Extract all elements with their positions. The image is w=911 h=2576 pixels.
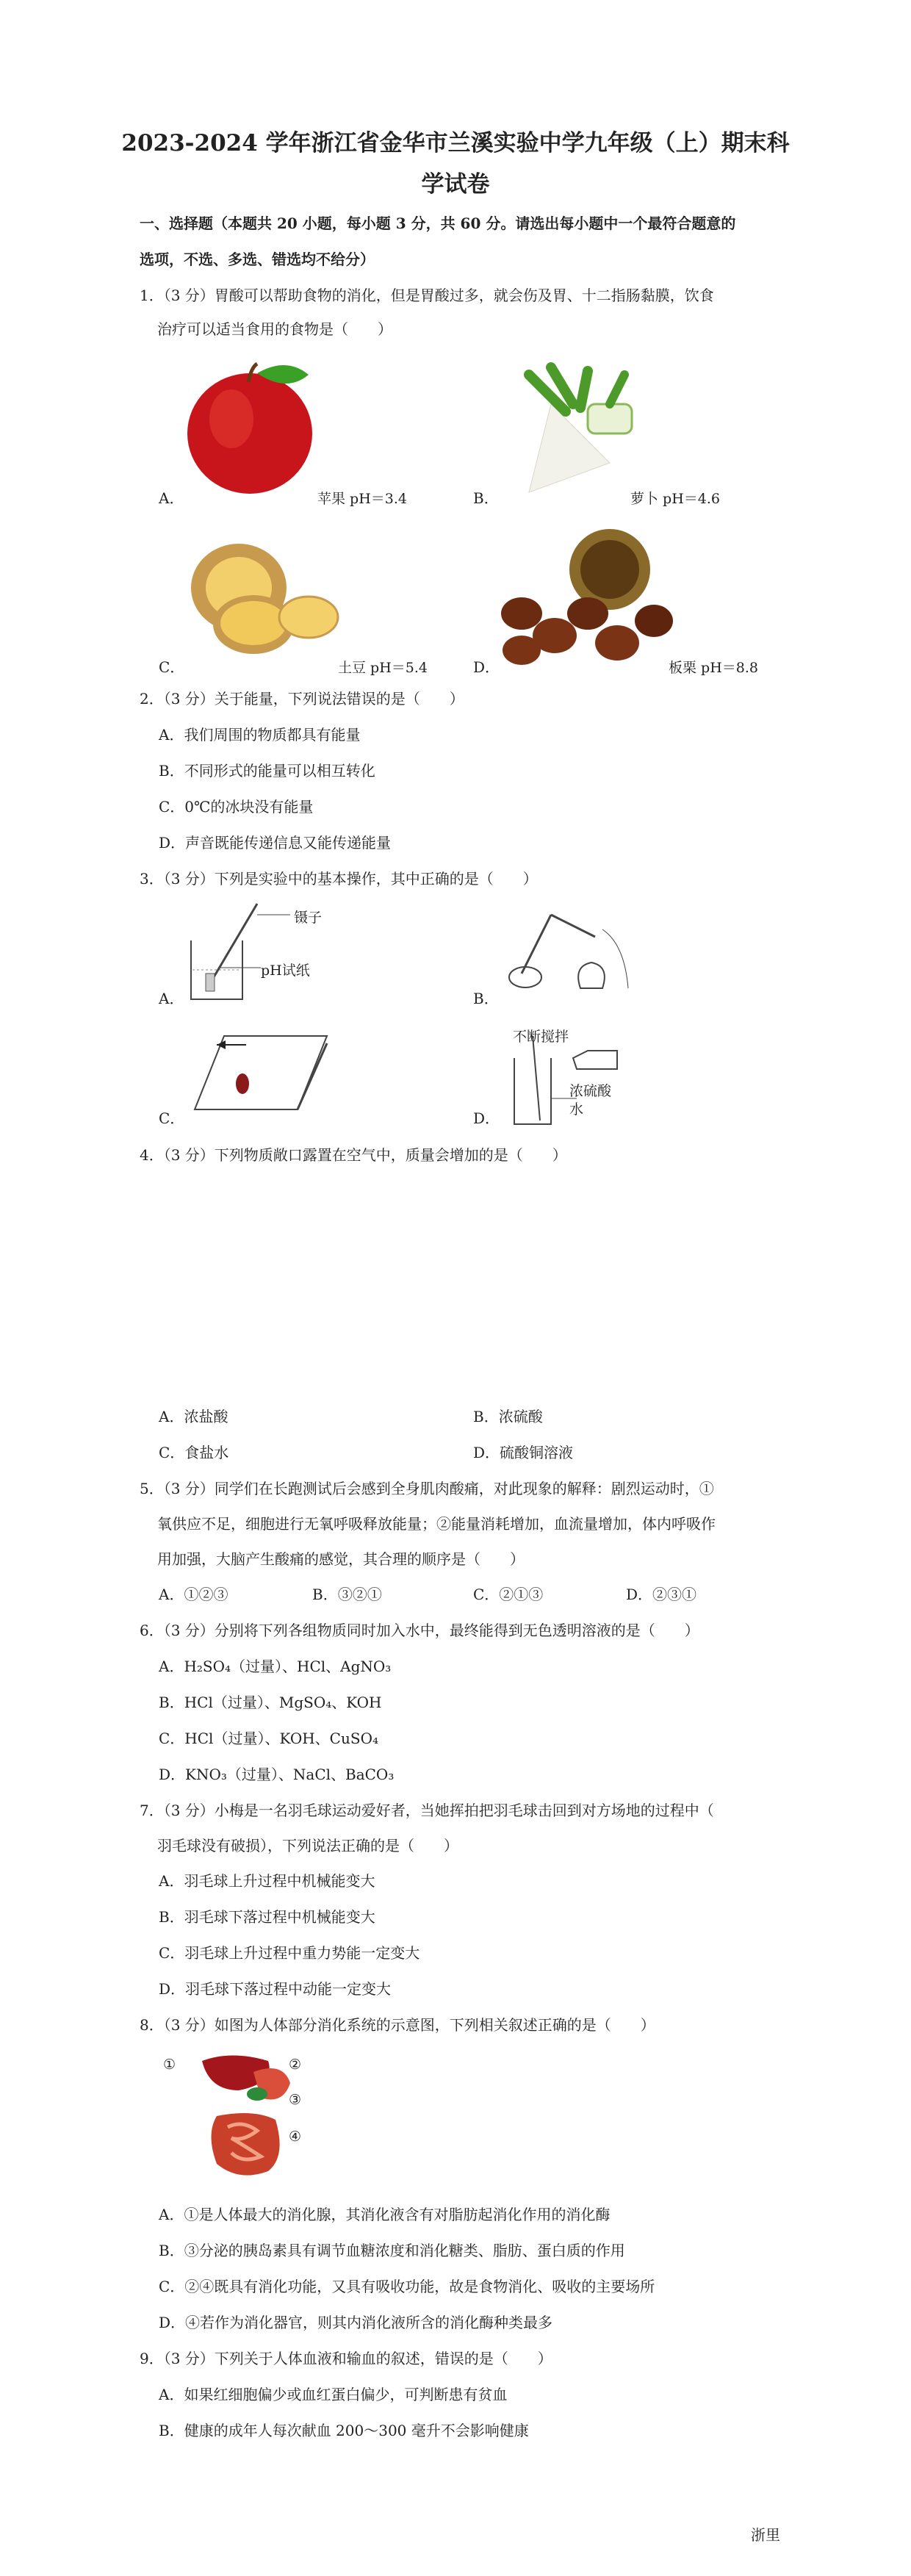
page-title-line-1: 2023-2024 学年浙江省金华市兰溪实验中学九年级（上）期末科 <box>121 130 790 156</box>
q3-option-b-label: B． <box>473 990 499 1007</box>
q3-stem: 3．（3 分）下列是实验中的基本操作，其中正确的是（ ） <box>140 870 538 888</box>
section-header-line-2: 选项，不选、多选、错选均不给分） <box>140 251 375 268</box>
q3-d-label-water: 水 <box>569 1101 584 1118</box>
page-title-line-2: 学试卷 <box>421 171 490 198</box>
q8-option-b: B．③分泌的胰岛素具有调节血糖浓度和消化糖类、脂肪、蛋白质的作用 <box>159 2242 625 2259</box>
q1-option-d-label: D． <box>473 658 500 676</box>
q2-option-c: C．0℃的冰块没有能量 <box>159 798 314 816</box>
q5-stem-line-2: 氧供应不足，细胞进行无氧呼吸释放能量；②能量消耗增加，血流量增加，体内呼吸作 <box>157 1515 716 1533</box>
q8-diagram-label-4: ④ <box>289 2129 302 2145</box>
q7-option-b: B．羽毛球下落过程中机械能变大 <box>159 1908 375 1926</box>
page-footer: 浙里 <box>751 2526 780 2544</box>
tilted-tube-diagram <box>187 1029 334 1124</box>
q7-stem-line-2: 羽毛球没有破损），下列说法正确的是（ ） <box>157 1837 458 1854</box>
apple-image <box>184 360 331 500</box>
q4-stem: 4．（3 分）下列物质敞口露置在空气中，质量会增加的是（ ） <box>140 1146 567 1164</box>
q3-d-label-acid: 浓硫酸 <box>569 1083 612 1099</box>
q1-stem-line-2: 治疗可以适当食用的食物是（ ） <box>157 320 392 338</box>
q9-option-b: B．健康的成年人每次献血 200～300 毫升不会影响健康 <box>159 2422 529 2439</box>
q8-option-d: D．④若作为消化器官，则其内消化液所含的消化酶种类最多 <box>159 2314 553 2331</box>
q1-option-c-caption: 土豆 pH＝5.4 <box>338 660 428 676</box>
q7-option-d: D．羽毛球下落过程中动能一定变大 <box>159 1980 392 1998</box>
ph-test-beaker-diagram <box>187 900 298 1003</box>
q3-option-a-label: A． <box>159 990 184 1007</box>
q2-option-b: B．不同形式的能量可以相互转化 <box>159 762 375 780</box>
q8-diagram-label-3: ③ <box>289 2092 302 2108</box>
q5-stem-line-3: 用加强，大脑产生酸痛的感觉，其合理的顺序是（ ） <box>157 1550 525 1568</box>
q2-option-a: A．我们周围的物质都具有能量 <box>159 726 361 744</box>
q4-option-b: B．浓硫酸 <box>473 1408 543 1425</box>
alcohol-lamp-diagram <box>500 900 632 1003</box>
q1-option-b-label: B． <box>473 489 499 507</box>
q2-stem: 2．（3 分）关于能量，下列说法错误的是（ ） <box>140 690 464 708</box>
q7-option-a: A．羽毛球上升过程中机械能变大 <box>159 1872 375 1890</box>
potato-image <box>187 536 342 661</box>
q1-option-a-caption: 苹果 pH＝3.4 <box>317 491 407 507</box>
q2-option-d: D．声音既能传递信息又能传递能量 <box>159 834 392 852</box>
q1-stem-line-1: 1．（3 分）胃酸可以帮助食物的消化，但是胃酸过多，就会伤及胃、十二指肠黏膜，饮食 <box>140 287 714 304</box>
q4-option-d: D．硫酸铜溶液 <box>473 1444 574 1461</box>
q8-option-c: C．②④既具有消化功能，又具有吸收功能，故是食物消化、吸收的主要场所 <box>159 2278 655 2295</box>
radish-image <box>500 360 639 500</box>
q6-option-c: C．HCl（过量）、KOH、CuSO₄ <box>159 1730 378 1747</box>
q5-stem-line-1: 5．（3 分）同学们在长跑测试后会感到全身肌肉酸痛，对此现象的解释：剧烈运动时，① <box>140 1480 714 1497</box>
q5-option-a: A．①②③ <box>159 1586 228 1603</box>
q1-option-c-label: C． <box>159 658 185 676</box>
q3-option-c-label: C． <box>159 1109 185 1127</box>
q7-option-c: C．羽毛球上升过程中重力势能一定变大 <box>159 1944 420 1962</box>
q5-option-b: B．③②① <box>312 1586 382 1603</box>
chestnut-image <box>500 525 676 672</box>
q5-option-c: C．②①③ <box>473 1586 544 1603</box>
q8-stem: 8．（3 分）如图为人体部分消化系统的示意图，下列相关叙述正确的是（ ） <box>140 2016 655 2034</box>
q3-d-label-stir: 不断搅拌 <box>513 1029 569 1045</box>
q1-option-b-caption: 萝卜 pH＝4.6 <box>630 491 720 507</box>
q3-a-label-ph-paper: pH试纸 <box>261 963 310 979</box>
q9-option-a: A．如果红细胞偏少或血红蛋白偏少，可判断患有贫血 <box>159 2386 508 2403</box>
q4-option-c: C．食盐水 <box>159 1444 229 1461</box>
q1-option-d-caption: 板栗 pH＝8.8 <box>669 660 758 676</box>
q3-a-label-tweezers: 镊子 <box>294 910 323 926</box>
q6-option-d: D．KNO₃（过量）、NaCl、BaCO₃ <box>159 1766 395 1783</box>
q5-option-d: D．②③① <box>626 1586 697 1603</box>
q3-option-d-label: D． <box>473 1109 500 1127</box>
q6-option-b: B．HCl（过量）、MgSO₄、KOH <box>159 1694 382 1711</box>
q6-stem: 6．（3 分）分别将下列各组物质同时加入水中，最终能得到无色透明溶液的是（ ） <box>140 1622 699 1639</box>
q9-stem: 9．（3 分）下列关于人体血液和输血的叙述，错误的是（ ） <box>140 2350 552 2367</box>
q8-option-a: A．①是人体最大的消化腺，其消化液含有对脂肪起消化作用的消化酶 <box>159 2206 611 2223</box>
q6-option-a: A．H₂SO₄（过量）、HCl、AgNO₃ <box>159 1658 392 1675</box>
q4-option-a: A．浓盐酸 <box>159 1408 228 1425</box>
q7-stem-line-1: 7．（3 分）小梅是一名羽毛球运动爱好者，当她挥拍把羽毛球击回到对方场地的过程中（ <box>140 1802 714 1819</box>
q8-diagram-label-1: ① <box>163 2057 176 2073</box>
q8-diagram-label-2: ② <box>289 2057 302 2073</box>
q1-option-a-label: A． <box>159 489 184 507</box>
section-header-line-1: 一、选择题（本题共 20 小题，每小题 3 分，共 60 分。请选出每小题中一个最符合题意的 <box>140 215 736 232</box>
